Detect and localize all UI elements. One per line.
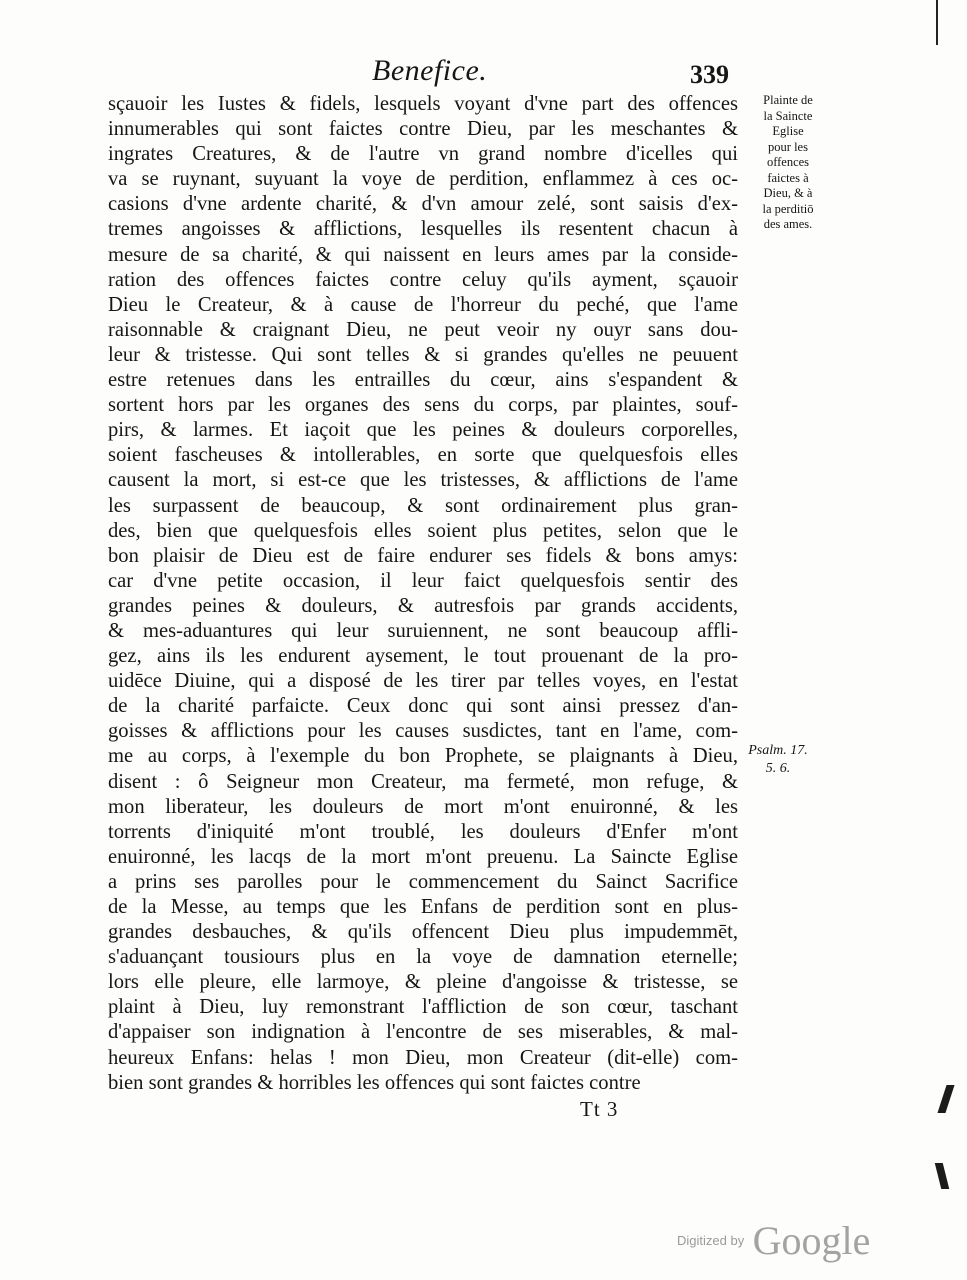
text-line: goisses & afflictions pour les causes susdictes, tant en l'ame, com- bbox=[108, 720, 738, 743]
digitized-by-watermark bbox=[677, 1217, 870, 1264]
text-line: estre retenues dans les entrailles du cœur, ains s'espandent & bbox=[108, 369, 738, 392]
margin-note-line: 5. 6. bbox=[765, 761, 791, 776]
text-line: sortent hors par les organes des sens du corps, par plaintes, souf- bbox=[108, 394, 738, 417]
running-head-title: Benefice. bbox=[372, 54, 488, 87]
text-line: & mes-aduantures qui leur suruiennent, ne sont beaucoup affli- bbox=[108, 619, 738, 642]
text-line: heureux Enfans: helas ! mon Dieu, mon Createur (dit-elle) com- bbox=[108, 1046, 738, 1069]
text-line: pirs, & larmes. Et iaçoit que les peines & douleurs corporelles, bbox=[108, 419, 738, 442]
margin-note-line: Dieu, & à bbox=[763, 186, 813, 200]
text-line: uidēce Diuine, qui a disposé de les tirer par telles voyes, en l'estat bbox=[108, 670, 738, 693]
margin-note-line: des ames. bbox=[763, 217, 813, 231]
page-number: 339 bbox=[690, 60, 729, 89]
margin-note-line: Psalm. 17. bbox=[748, 743, 808, 758]
text-line: de la Messe, au temps que les Enfans de perdition sont en plus- bbox=[108, 896, 738, 918]
text-line: grandes desbauches, & qu'ils offencent Dieu plus impudemmēt, bbox=[108, 921, 738, 944]
google-logo: Google bbox=[752, 1218, 871, 1263]
margin-note-line: offences bbox=[766, 155, 810, 169]
text-line: gez, ains ils les endurent aysement, le tout prouenant de la pro- bbox=[108, 645, 738, 668]
text-line: leur & tristesse. Qui sont telles & si grandes qu'elles ne peuuent bbox=[108, 343, 738, 366]
margin-note-psalm-reference bbox=[746, 742, 810, 778]
margin-note-line: Eglise bbox=[772, 124, 804, 138]
text-line: des, bien que quelquesfois elles soient plus petites, selon que le bbox=[108, 519, 738, 542]
text-line: Dieu le Createur, & à cause de l'horreur du peché, que l'ame bbox=[108, 293, 738, 316]
text-line: va se ruynant, suyuant la voye de perdition, enflammez à ces oc- bbox=[108, 168, 738, 191]
margin-rule bbox=[936, 0, 938, 45]
signature-mark: Tt 3 bbox=[580, 1097, 619, 1121]
text-line: raisonnable & craignant Dieu, ne peut veoir ny ouyr sans dou- bbox=[108, 318, 738, 341]
text-line: me au corps, à l'exemple du bon Prophete, se plaignants à Dieu, bbox=[108, 745, 738, 768]
text-line: les surpassent de beaucoup, & sont ordinairement plus gran- bbox=[108, 494, 738, 517]
margin-note-line: pour les bbox=[768, 139, 808, 154]
margin-note-line: Plainte de bbox=[763, 93, 813, 107]
text-line: bon plaisir de Dieu est de faire endurer ses fidels & bons amys: bbox=[108, 544, 738, 567]
text-line: de la charité parfaicte. Ceux donc qui sont ainsi pressez d'an- bbox=[108, 695, 738, 718]
text-line: ingrates Creatures, & de l'autre vn grand nombre d'icelles qui bbox=[108, 143, 738, 166]
text-line: disent : ô Seigneur mon Createur, ma fermeté, mon refuge, & bbox=[108, 770, 738, 793]
text-line: mesure de sa charité, & qui naissent en leurs ames par la conside- bbox=[108, 243, 738, 266]
scan-edge-mark bbox=[935, 1163, 949, 1189]
text-line: casions d'vne ardente charité, & d'vn amour zelé, sont saisis d'ex- bbox=[108, 193, 738, 216]
text-line: sçauoir les Iustes & fidels, lesquels voyant d'vne part des offences bbox=[108, 93, 738, 115]
text-line: a prins ses parolles pour le commencement du Sainct Sacrifice bbox=[108, 870, 738, 893]
text-line: tremes angoisses & afflictions, lesquelles ils resentent chacun à bbox=[108, 218, 738, 241]
text-line: bien sont grandes & horribles les offences qui sont faictes contre bbox=[108, 1071, 641, 1094]
text-line: ration des offences faictes contre celuy qu'ils ayment, sçauoir bbox=[108, 268, 738, 291]
margin-note-line: la Saincte bbox=[763, 108, 813, 123]
margin-note-plainte bbox=[746, 93, 830, 233]
text-line: car d'vne petite occasion, il leur faict quelquesfois sentir des bbox=[108, 569, 738, 592]
text-line: d'appaiser son indignation à l'encontre de ses miserables, & mal- bbox=[108, 1021, 738, 1044]
scan-edge-mark bbox=[937, 1085, 954, 1113]
text-line: causent la mort, si est-ce que les tristesses, & afflictions de l'ame bbox=[108, 469, 738, 492]
text-line: plaint à Dieu, luy remonstrant l'affliction de son cœur, taschant bbox=[108, 996, 738, 1019]
text-line: grandes peines & douleurs, & autresfois par grands accidents, bbox=[108, 594, 738, 617]
text-line: soient fascheuses & intollerables, en sorte que quelquesfois elles bbox=[108, 444, 738, 467]
digitized-by-label: Digitized by bbox=[677, 1233, 745, 1248]
body-text bbox=[108, 92, 738, 1096]
margin-note-line: la perditiō bbox=[762, 201, 814, 216]
margin-note-line: faictes à bbox=[767, 170, 809, 185]
text-line: mon liberateur, les douleurs de mort m'ont enuironné, & les bbox=[108, 795, 738, 818]
text-line: enuironné, les lacqs de la mort m'ont preuenu. La Saincte Eglise bbox=[108, 845, 738, 868]
text-line: torrents d'iniquité m'ont troublé, les douleurs d'Enfer m'ont bbox=[108, 820, 738, 843]
text-line: innumerables qui sont faictes contre Dieu, par les meschantes & bbox=[108, 118, 738, 141]
text-line: lors elle pleure, elle larmoye, & pleine d'angoisse & tristesse, se bbox=[108, 971, 738, 994]
text-line: s'aduançant tousiours plus en la voye de damnation eternelle; bbox=[108, 946, 738, 969]
